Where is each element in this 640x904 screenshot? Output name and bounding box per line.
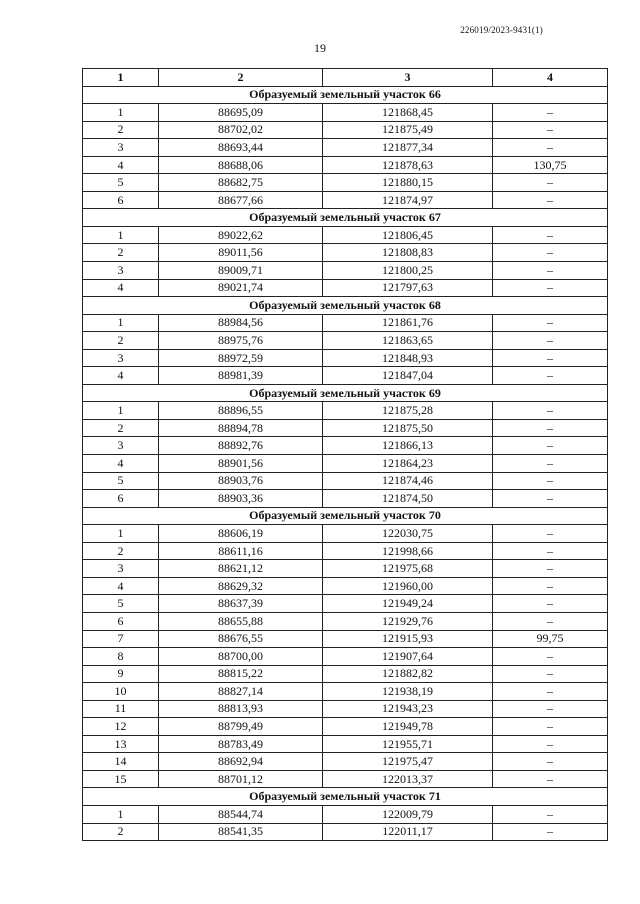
table-row — [83, 542, 608, 560]
point-number-cell: 5 — [83, 174, 159, 192]
x-coordinate-cell: 88637,39 — [159, 595, 323, 613]
value-cell: – — [493, 332, 608, 350]
section-title: Образуемый земельный участок 67 — [83, 209, 608, 227]
table-row — [83, 735, 608, 753]
x-coordinate-cell: 89009,71 — [159, 262, 323, 280]
value-cell: – — [493, 262, 608, 280]
y-coordinate-cell: 121880,15 — [323, 174, 493, 192]
column-header: 2 — [159, 69, 323, 87]
point-number-cell: 2 — [83, 823, 159, 841]
y-coordinate-cell: 121929,76 — [323, 612, 493, 630]
point-number-cell: 9 — [83, 665, 159, 683]
table-row — [83, 683, 608, 701]
y-coordinate-cell: 121998,66 — [323, 542, 493, 560]
table-row — [83, 174, 608, 192]
x-coordinate-cell: 88783,49 — [159, 735, 323, 753]
value-cell: – — [493, 349, 608, 367]
point-number-cell: 3 — [83, 437, 159, 455]
x-coordinate-cell: 88892,76 — [159, 437, 323, 455]
table-row — [83, 472, 608, 490]
point-number-cell: 1 — [83, 402, 159, 420]
value-cell: 130,75 — [493, 156, 608, 174]
y-coordinate-cell: 121874,50 — [323, 490, 493, 508]
section-title: Образуемый земельный участок 66 — [83, 86, 608, 104]
section-title: Образуемый земельный участок 68 — [83, 297, 608, 315]
point-number-cell: 15 — [83, 770, 159, 788]
section-title: Образуемый земельный участок 70 — [83, 507, 608, 525]
x-coordinate-cell: 88682,75 — [159, 174, 323, 192]
table-row — [83, 525, 608, 543]
x-coordinate-cell: 88903,36 — [159, 490, 323, 508]
point-number-cell: 13 — [83, 735, 159, 753]
point-number-cell: 2 — [83, 332, 159, 350]
x-coordinate-cell: 88688,06 — [159, 156, 323, 174]
table-row — [83, 419, 608, 437]
y-coordinate-cell: 121960,00 — [323, 577, 493, 595]
section-header-row — [83, 209, 608, 227]
y-coordinate-cell: 121875,28 — [323, 402, 493, 420]
section-header-row — [83, 384, 608, 402]
y-coordinate-cell: 121949,24 — [323, 595, 493, 613]
table-row — [83, 244, 608, 262]
x-coordinate-cell: 88894,78 — [159, 419, 323, 437]
section-header-row — [83, 507, 608, 525]
y-coordinate-cell: 121797,63 — [323, 279, 493, 297]
y-coordinate-cell: 122030,75 — [323, 525, 493, 543]
table-row — [83, 770, 608, 788]
point-number-cell: 5 — [83, 595, 159, 613]
y-coordinate-cell: 121877,34 — [323, 139, 493, 157]
y-coordinate-cell: 121874,46 — [323, 472, 493, 490]
y-coordinate-cell: 121808,83 — [323, 244, 493, 262]
column-header: 4 — [493, 69, 608, 87]
point-number-cell: 3 — [83, 262, 159, 280]
table-row — [83, 349, 608, 367]
point-number-cell: 12 — [83, 718, 159, 736]
table-row — [83, 402, 608, 420]
point-number-cell: 2 — [83, 419, 159, 437]
value-cell: – — [493, 314, 608, 332]
y-coordinate-cell: 121938,19 — [323, 683, 493, 701]
value-cell: – — [493, 455, 608, 473]
point-number-cell: 14 — [83, 753, 159, 771]
value-cell: – — [493, 367, 608, 385]
value-cell: – — [493, 700, 608, 718]
x-coordinate-cell: 88676,55 — [159, 630, 323, 648]
x-coordinate-cell: 88972,59 — [159, 349, 323, 367]
table-row — [83, 139, 608, 157]
x-coordinate-cell: 88702,02 — [159, 121, 323, 139]
value-cell: – — [493, 472, 608, 490]
value-cell: – — [493, 683, 608, 701]
y-coordinate-cell: 121863,65 — [323, 332, 493, 350]
y-coordinate-cell: 121864,23 — [323, 455, 493, 473]
x-coordinate-cell: 88695,09 — [159, 104, 323, 122]
y-coordinate-cell: 121847,04 — [323, 367, 493, 385]
y-coordinate-cell: 121955,71 — [323, 735, 493, 753]
value-cell: – — [493, 753, 608, 771]
x-coordinate-cell: 88975,76 — [159, 332, 323, 350]
value-cell: – — [493, 226, 608, 244]
coordinates-table — [82, 68, 608, 841]
value-cell: – — [493, 770, 608, 788]
x-coordinate-cell: 88541,35 — [159, 823, 323, 841]
value-cell: – — [493, 823, 608, 841]
value-cell: – — [493, 244, 608, 262]
x-coordinate-cell: 88701,12 — [159, 770, 323, 788]
column-header: 1 — [83, 69, 159, 87]
value-cell: – — [493, 490, 608, 508]
y-coordinate-cell: 121975,68 — [323, 560, 493, 578]
y-coordinate-cell: 121874,97 — [323, 191, 493, 209]
x-coordinate-cell: 88700,00 — [159, 648, 323, 666]
point-number-cell: 4 — [83, 279, 159, 297]
table-body — [83, 86, 608, 841]
table-row — [83, 226, 608, 244]
table-row — [83, 630, 608, 648]
y-coordinate-cell: 121800,25 — [323, 262, 493, 280]
section-header-row — [83, 86, 608, 104]
table-row — [83, 437, 608, 455]
y-coordinate-cell: 121949,78 — [323, 718, 493, 736]
table-row — [83, 279, 608, 297]
point-number-cell: 1 — [83, 525, 159, 543]
point-number-cell: 4 — [83, 577, 159, 595]
y-coordinate-cell: 121915,93 — [323, 630, 493, 648]
x-coordinate-cell: 88629,32 — [159, 577, 323, 595]
y-coordinate-cell: 122009,79 — [323, 805, 493, 823]
point-number-cell: 11 — [83, 700, 159, 718]
x-coordinate-cell: 88901,56 — [159, 455, 323, 473]
value-cell: – — [493, 525, 608, 543]
x-coordinate-cell: 88655,88 — [159, 612, 323, 630]
y-coordinate-cell: 121882,82 — [323, 665, 493, 683]
x-coordinate-cell: 88984,56 — [159, 314, 323, 332]
table-row — [83, 560, 608, 578]
table-row — [83, 367, 608, 385]
point-number-cell: 3 — [83, 349, 159, 367]
table-row — [83, 700, 608, 718]
y-coordinate-cell: 121875,50 — [323, 419, 493, 437]
x-coordinate-cell: 88903,76 — [159, 472, 323, 490]
x-coordinate-cell: 88621,12 — [159, 560, 323, 578]
point-number-cell: 6 — [83, 191, 159, 209]
table-row — [83, 490, 608, 508]
y-coordinate-cell: 121868,45 — [323, 104, 493, 122]
table-row — [83, 314, 608, 332]
section-header-row — [83, 788, 608, 806]
document-number: 226019/2023-9431(1) — [460, 25, 543, 35]
point-number-cell: 6 — [83, 490, 159, 508]
point-number-cell: 2 — [83, 244, 159, 262]
x-coordinate-cell: 89022,62 — [159, 226, 323, 244]
value-cell: – — [493, 648, 608, 666]
y-coordinate-cell: 121943,23 — [323, 700, 493, 718]
x-coordinate-cell: 88815,22 — [159, 665, 323, 683]
table-header-row — [83, 69, 608, 87]
value-cell: – — [493, 612, 608, 630]
value-cell: – — [493, 735, 608, 753]
value-cell: – — [493, 279, 608, 297]
point-number-cell: 10 — [83, 683, 159, 701]
point-number-cell: 1 — [83, 805, 159, 823]
y-coordinate-cell: 121806,45 — [323, 226, 493, 244]
column-header: 3 — [323, 69, 493, 87]
value-cell: – — [493, 718, 608, 736]
point-number-cell: 5 — [83, 472, 159, 490]
x-coordinate-cell: 88677,66 — [159, 191, 323, 209]
x-coordinate-cell: 88813,93 — [159, 700, 323, 718]
x-coordinate-cell: 89021,74 — [159, 279, 323, 297]
table-row — [83, 823, 608, 841]
value-cell: – — [493, 577, 608, 595]
table-row — [83, 665, 608, 683]
point-number-cell: 4 — [83, 367, 159, 385]
x-coordinate-cell: 88544,74 — [159, 805, 323, 823]
value-cell: 99,75 — [493, 630, 608, 648]
point-number-cell: 3 — [83, 139, 159, 157]
x-coordinate-cell: 88606,19 — [159, 525, 323, 543]
table-row — [83, 648, 608, 666]
value-cell: – — [493, 174, 608, 192]
point-number-cell: 4 — [83, 156, 159, 174]
value-cell: – — [493, 104, 608, 122]
page-number: 19 — [314, 41, 326, 55]
x-coordinate-cell: 88981,39 — [159, 367, 323, 385]
y-coordinate-cell: 121848,93 — [323, 349, 493, 367]
table-row — [83, 753, 608, 771]
table-row — [83, 455, 608, 473]
point-number-cell: 1 — [83, 104, 159, 122]
section-title: Образуемый земельный участок 69 — [83, 384, 608, 402]
point-number-cell: 3 — [83, 560, 159, 578]
table-row — [83, 718, 608, 736]
value-cell: – — [493, 139, 608, 157]
point-number-cell: 1 — [83, 226, 159, 244]
table-row — [83, 104, 608, 122]
y-coordinate-cell: 121866,13 — [323, 437, 493, 455]
point-number-cell: 8 — [83, 648, 159, 666]
table-row — [83, 595, 608, 613]
value-cell: – — [493, 121, 608, 139]
y-coordinate-cell: 122013,37 — [323, 770, 493, 788]
value-cell: – — [493, 595, 608, 613]
table-row — [83, 612, 608, 630]
point-number-cell: 7 — [83, 630, 159, 648]
table-row — [83, 262, 608, 280]
x-coordinate-cell: 88896,55 — [159, 402, 323, 420]
point-number-cell: 1 — [83, 314, 159, 332]
table-row — [83, 121, 608, 139]
table-row — [83, 577, 608, 595]
y-coordinate-cell: 121878,63 — [323, 156, 493, 174]
value-cell: – — [493, 437, 608, 455]
y-coordinate-cell: 122011,17 — [323, 823, 493, 841]
table-row — [83, 805, 608, 823]
value-cell: – — [493, 665, 608, 683]
x-coordinate-cell: 88827,14 — [159, 683, 323, 701]
table-row — [83, 191, 608, 209]
value-cell: – — [493, 191, 608, 209]
point-number-cell: 2 — [83, 542, 159, 560]
y-coordinate-cell: 121875,49 — [323, 121, 493, 139]
section-title: Образуемый земельный участок 71 — [83, 788, 608, 806]
value-cell: – — [493, 560, 608, 578]
x-coordinate-cell: 88799,49 — [159, 718, 323, 736]
value-cell: – — [493, 419, 608, 437]
y-coordinate-cell: 121975,47 — [323, 753, 493, 771]
table-row — [83, 332, 608, 350]
y-coordinate-cell: 121907,64 — [323, 648, 493, 666]
value-cell: – — [493, 805, 608, 823]
x-coordinate-cell: 88692,94 — [159, 753, 323, 771]
x-coordinate-cell: 88693,44 — [159, 139, 323, 157]
point-number-cell: 6 — [83, 612, 159, 630]
section-header-row — [83, 297, 608, 315]
x-coordinate-cell: 89011,56 — [159, 244, 323, 262]
y-coordinate-cell: 121861,76 — [323, 314, 493, 332]
value-cell: – — [493, 542, 608, 560]
value-cell: – — [493, 402, 608, 420]
point-number-cell: 2 — [83, 121, 159, 139]
point-number-cell: 4 — [83, 455, 159, 473]
x-coordinate-cell: 88611,16 — [159, 542, 323, 560]
table-row — [83, 156, 608, 174]
